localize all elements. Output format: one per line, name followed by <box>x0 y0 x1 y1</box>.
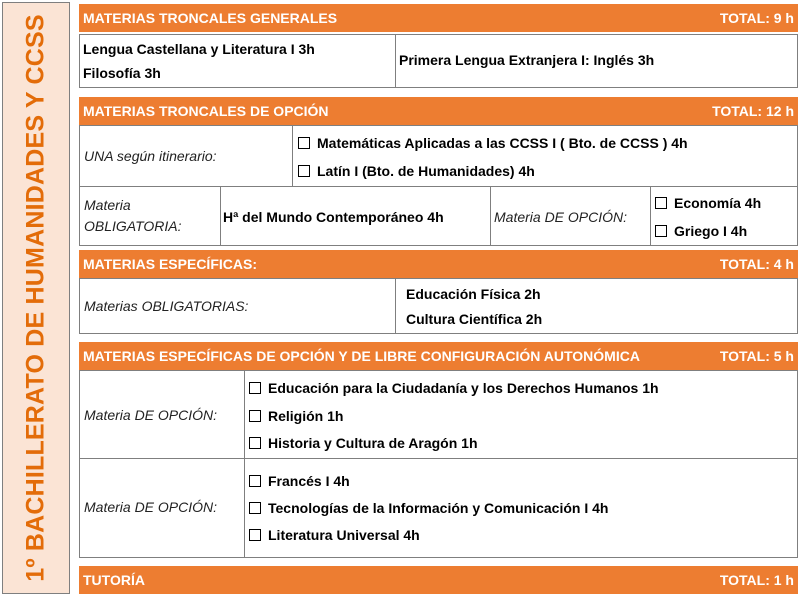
section-title: TUTORÍA <box>83 572 145 588</box>
empty-checkbox-icon[interactable] <box>249 382 261 394</box>
option-tic[interactable]: Tecnologías de la Información y Comunicación I 4h <box>249 500 608 516</box>
empty-checkbox-icon[interactable] <box>298 137 310 149</box>
subject-educacion-fisica: Educación Física 2h <box>406 286 541 302</box>
option-latin[interactable]: Latín I (Bto. de Humanidades) 4h <box>298 163 535 179</box>
side-title-panel <box>2 2 70 594</box>
subject-historia-mundo: Hª del Mundo Contemporáneo 4h <box>223 209 444 225</box>
obligatoria-label-line1: Materia <box>84 197 131 213</box>
option-matematicas[interactable]: Matemáticas Aplicadas a las CCSS I ( Bto. de CCSS ) 4h <box>298 135 688 151</box>
empty-checkbox-icon[interactable] <box>655 225 667 237</box>
row-divider <box>80 186 797 187</box>
row-divider <box>80 458 797 459</box>
obligatorias-label: Materias OBLIGATORIAS: <box>84 298 249 314</box>
subject-ingles: Primera Lengua Extranjera I: Inglés 3h <box>399 52 655 68</box>
section-header-tutoria <box>79 566 798 594</box>
divider <box>650 186 651 245</box>
section-total: TOTAL: 5 h <box>719 348 794 364</box>
empty-checkbox-icon[interactable] <box>249 410 261 422</box>
option-literatura-universal[interactable]: Literatura Universal 4h <box>249 527 420 543</box>
section-header-especificas-opcion <box>79 342 798 370</box>
section-total: TOTAL: 12 h <box>712 103 794 119</box>
section-header-especificas <box>79 250 798 278</box>
section-title: MATERIAS ESPECÍFICAS DE OPCIÓN Y DE LIBRE CONFIGURACIÓN AUTONÓMICA <box>83 348 640 364</box>
especificas-box <box>79 278 798 334</box>
option-religion[interactable]: Religión 1h <box>249 408 343 424</box>
opcion-label-2: Materia DE OPCIÓN: <box>84 499 218 515</box>
option-historia-aragon[interactable]: Historia y Cultura de Aragón 1h <box>249 435 478 451</box>
divider <box>220 186 221 245</box>
empty-checkbox-icon[interactable] <box>249 502 261 514</box>
option-griego[interactable]: Griego I 4h <box>655 223 747 239</box>
empty-checkbox-icon[interactable] <box>655 197 667 209</box>
subject-filosofia: Filosofía 3h <box>83 65 161 81</box>
opcion-label-1: Materia DE OPCIÓN: <box>84 407 218 423</box>
option-ciudadania[interactable]: Educación para la Ciudadanía y los Derechos Humanos 1h <box>249 380 659 396</box>
section-title: MATERIAS TRONCALES GENERALES <box>83 10 338 26</box>
empty-checkbox-icon[interactable] <box>249 475 261 487</box>
section-title: MATERIAS TRONCALES DE OPCIÓN <box>83 103 329 119</box>
subject-lengua: Lengua Castellana y Literatura I 3h <box>83 41 315 57</box>
section-total: TOTAL: 9 h <box>719 10 794 26</box>
section-total: TOTAL: 1 h <box>719 572 794 588</box>
opcion-label: Materia DE OPCIÓN: <box>494 209 628 225</box>
side-title: 1º BACHILLERATO DE HUMANIDADES Y CCSS <box>21 14 50 582</box>
option-economia[interactable]: Economía 4h <box>655 195 761 211</box>
section-title: MATERIAS ESPECÍFICAS: <box>83 256 257 272</box>
section-header-troncales-opcion <box>79 97 798 125</box>
divider <box>292 126 293 186</box>
divider <box>244 371 245 557</box>
itinerario-label: UNA según itinerario: <box>84 148 217 164</box>
option-frances[interactable]: Francés I 4h <box>249 473 350 489</box>
divider <box>395 35 396 87</box>
troncales-opcion-box <box>79 125 798 246</box>
section-header-troncales-generales <box>79 4 798 32</box>
especificas-opcion-box <box>79 370 798 558</box>
empty-checkbox-icon[interactable] <box>298 165 310 177</box>
empty-checkbox-icon[interactable] <box>249 437 261 449</box>
subject-cultura-cientifica: Cultura Científica 2h <box>406 311 543 327</box>
divider <box>395 279 396 333</box>
section-total: TOTAL: 4 h <box>719 256 794 272</box>
obligatoria-label-line2: OBLIGATORIA: <box>84 218 182 234</box>
troncales-generales-box <box>79 34 798 88</box>
divider <box>490 186 491 245</box>
empty-checkbox-icon[interactable] <box>249 529 261 541</box>
